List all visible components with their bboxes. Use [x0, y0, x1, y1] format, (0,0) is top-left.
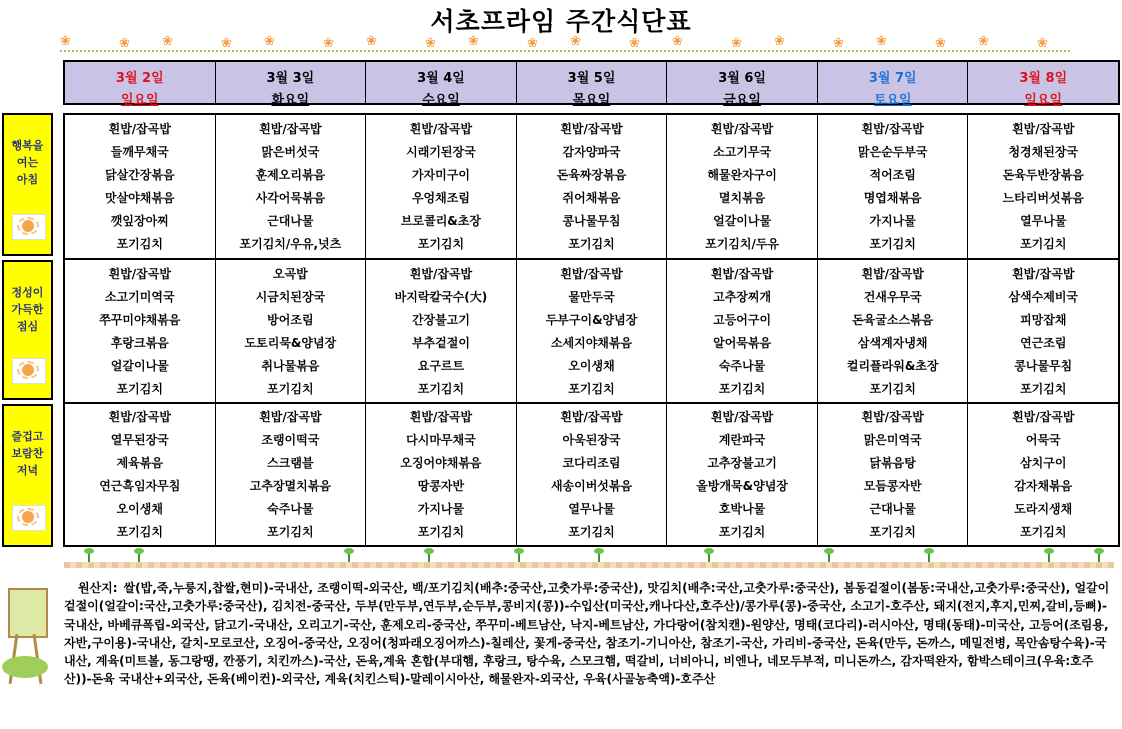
day-weekday: 화요일 — [271, 93, 310, 108]
flower-icon: ❀ — [833, 36, 844, 51]
menu-item: 우엉채조림 — [411, 191, 470, 206]
menu-item: 흰밥/잡곡밥 — [861, 266, 924, 281]
menu-cell — [366, 260, 517, 402]
menu-item: 포기김치 — [1020, 524, 1067, 539]
flower-icon: ❀ — [774, 34, 785, 49]
meal-label-line: 행복을 — [11, 139, 44, 152]
menu-item: 쥐어채볶음 — [562, 191, 621, 206]
menu-item: 얼갈이나물 — [110, 358, 169, 373]
menu-item: 삼색계자냉채 — [857, 335, 928, 350]
menu-cell — [366, 404, 517, 545]
menu-cell — [65, 115, 216, 258]
flower-icon: ❀ — [935, 36, 946, 51]
menu-item: 부추겉절이 — [411, 335, 470, 350]
menu-cell — [667, 404, 818, 545]
menu-item: 돈육짜장볶음 — [556, 167, 627, 182]
menu-item: 흰밥/잡곡밥 — [259, 410, 322, 425]
soil-strip — [64, 562, 1114, 568]
menu-item: 닭살간장볶음 — [105, 167, 175, 182]
sprout-icon — [924, 548, 934, 562]
menu-item: 오이생채 — [568, 358, 615, 373]
day-header — [818, 62, 969, 108]
meal-label — [2, 260, 53, 400]
menu-item: 방어조림 — [267, 312, 314, 327]
origin-info — [64, 579, 1114, 689]
flower-icon: ❀ — [162, 34, 173, 49]
menu-item: 흰밥/잡곡밥 — [409, 410, 473, 425]
menu-item: 시금치된장국 — [255, 289, 326, 304]
day-header — [366, 62, 517, 108]
flower-icon: ❀ — [60, 34, 71, 49]
menu-item: 알어묵볶음 — [713, 335, 772, 350]
flower-icon: ❀ — [264, 34, 275, 49]
menu-item: 제육볶음 — [116, 456, 163, 471]
menu-item: 사각어묵볶음 — [255, 191, 326, 206]
flower-icon: ❀ — [570, 34, 581, 49]
menu-cell — [818, 260, 969, 402]
menu-cell — [216, 260, 367, 402]
menu-item: 후랑크볶음 — [110, 335, 169, 350]
day-header — [667, 62, 818, 108]
day-header — [517, 62, 668, 108]
menu-item: 흰밥/잡곡밥 — [710, 121, 774, 136]
menu-item: 오이생채 — [116, 501, 163, 516]
menu-item: 두부구이&양념장 — [545, 312, 638, 327]
menu-item: 흰밥/잡곡밥 — [560, 121, 623, 136]
menu-item: 포기김치 — [869, 381, 916, 396]
day-date: 3월 8일 — [1019, 71, 1068, 86]
menu-item: 포기김치 — [1020, 237, 1067, 252]
menu-item: 맛살야채볶음 — [105, 191, 175, 206]
menu-item: 소세지야채볶음 — [550, 335, 633, 350]
menu-item: 맑은순두부국 — [857, 144, 928, 159]
menu-item: 포기김치 — [568, 237, 615, 252]
menu-item: 맑은버섯국 — [261, 144, 320, 159]
day-weekday: 일요일 — [1024, 93, 1063, 108]
menu-item: 다시마무채국 — [406, 433, 476, 448]
menu-item: 해물완자구이 — [707, 167, 777, 182]
menu-item: 컬리플라워&초장 — [846, 358, 939, 373]
menu-item: 시래기된장국 — [406, 144, 476, 159]
menu-item: 돈육굴소스볶음 — [852, 312, 934, 327]
day-date: 3월 5일 — [567, 71, 616, 86]
sprout-icon — [84, 548, 94, 562]
menu-item: 콩나물무침 — [562, 214, 621, 229]
sun-icon — [12, 505, 46, 531]
menu-item: 소고기미역국 — [105, 289, 175, 304]
flower-icon: ❀ — [672, 34, 683, 49]
menu-item: 흰밥/잡곡밥 — [560, 266, 623, 281]
flower-icon: ❀ — [1037, 36, 1048, 51]
flower-icon: ❀ — [323, 36, 334, 51]
meal-label-line: 즐겁고 — [11, 430, 44, 443]
menu-cell — [517, 115, 668, 258]
menu-item: 어묵국 — [1025, 433, 1061, 448]
menu-cell — [968, 404, 1118, 545]
day-date: 3월 6일 — [718, 71, 766, 86]
menu-item: 멸치볶음 — [718, 191, 766, 206]
menu-item: 연근흑임자무침 — [99, 478, 181, 493]
menu-item: 들깨무채국 — [110, 144, 169, 159]
menu-item: 피망잡채 — [1020, 312, 1067, 327]
menu-item: 포기김치 — [718, 381, 766, 396]
menu-cell — [517, 404, 668, 545]
menu-item: 고등어구이 — [713, 312, 772, 327]
menu-cell — [517, 260, 668, 402]
sprout-icon — [134, 548, 144, 562]
menu-item: 모듬콩자반 — [863, 478, 922, 493]
menu-item: 포기김치 — [116, 381, 163, 396]
menu-item: 포기김치 — [417, 237, 465, 252]
day-date: 3월 3일 — [266, 71, 315, 86]
meal-label-line: 가득한 — [11, 303, 44, 316]
sprout-icon — [514, 548, 524, 562]
menu-item: 흰밥/잡곡밥 — [409, 121, 473, 136]
menu-item: 아욱된장국 — [562, 433, 621, 448]
menu-item: 근대나물 — [267, 214, 314, 229]
day-weekday: 일요일 — [120, 93, 159, 108]
sprout-ground-decoration — [64, 548, 1114, 574]
day-weekday: 수요일 — [422, 93, 460, 108]
meal-label-line: 저녁 — [16, 464, 39, 477]
flower-icon: ❀ — [468, 34, 479, 49]
menu-item: 숙주나물 — [718, 358, 766, 373]
menu-item: 포기김치/우유,넛츠 — [239, 237, 342, 252]
menu-item: 포기김치 — [718, 524, 766, 539]
menu-item: 쭈꾸미야채볶음 — [99, 312, 181, 327]
menu-item: 흰밥/잡곡밥 — [108, 121, 171, 136]
menu-item: 숙주나물 — [267, 501, 314, 516]
menu-cell — [968, 115, 1118, 258]
menu-cell — [65, 260, 216, 402]
origin-label: 원산지: — [78, 581, 118, 595]
sprout-icon — [824, 548, 834, 562]
menu-item: 삼치구이 — [1020, 456, 1067, 471]
flower-icon: ❀ — [527, 36, 538, 51]
menu-item: 연근조림 — [1020, 335, 1067, 350]
menu-item: 오곡밥 — [272, 266, 308, 281]
meal-row — [65, 402, 1118, 545]
menu-item: 감자채볶음 — [1014, 478, 1073, 493]
flower-icon: ❀ — [629, 36, 640, 51]
menu-item: 포기김치 — [116, 524, 163, 539]
menu-item: 흰밥/잡곡밥 — [710, 410, 774, 425]
menu-cell — [216, 404, 367, 545]
meal-label-line: 아침 — [16, 173, 39, 186]
menu-item: 새송이버섯볶음 — [550, 478, 633, 493]
easel-icon — [2, 578, 50, 688]
menu-item: 포기김치 — [869, 524, 916, 539]
menu-item: 포기김치 — [417, 524, 465, 539]
sprout-icon — [704, 548, 714, 562]
menu-item: 취나물볶음 — [261, 358, 320, 373]
menu-item: 열무된장국 — [110, 433, 169, 448]
menu-item: 호박나물 — [718, 501, 766, 516]
meal-label — [2, 113, 53, 256]
menu-item: 고추장찌개 — [713, 289, 772, 304]
menu-item: 깻잎장아찌 — [110, 214, 169, 229]
flower-icon: ❀ — [876, 34, 887, 49]
flower-icon: ❀ — [119, 36, 130, 51]
menu-item: 흰밥/잡곡밥 — [108, 266, 171, 281]
meal-label — [2, 404, 53, 547]
sun-icon — [12, 214, 46, 240]
menu-item: 콩나물무침 — [1014, 358, 1073, 373]
menu-item: 흰밥/잡곡밥 — [108, 410, 171, 425]
day-weekday: 목요일 — [572, 93, 611, 108]
menu-item: 닭볶음탕 — [869, 456, 916, 471]
meal-row — [65, 258, 1118, 402]
menu-item: 흰밥/잡곡밥 — [1012, 266, 1075, 281]
vine-decoration — [60, 44, 1070, 52]
meal-label-line: 보람찬 — [11, 447, 44, 460]
menu-item: 땅콩자반 — [417, 478, 465, 493]
menu-item: 포기김치 — [568, 524, 615, 539]
menu-item: 흰밥/잡곡밥 — [1012, 410, 1075, 425]
menu-item: 가자미구이 — [411, 167, 470, 182]
menu-item: 흰밥/잡곡밥 — [861, 121, 924, 136]
menu-cell — [366, 115, 517, 258]
flower-icon: ❀ — [366, 34, 377, 49]
menu-item: 브로콜리&초장 — [400, 214, 481, 229]
menu-item: 포기김치 — [1020, 381, 1067, 396]
day-header-row — [63, 60, 1120, 108]
day-date: 3월 2일 — [115, 71, 164, 86]
menu-item: 흰밥/잡곡밥 — [710, 266, 774, 281]
menu-item: 흰밥/잡곡밥 — [409, 266, 473, 281]
menu-item: 맑은미역국 — [863, 433, 922, 448]
menu-item: 열무나물 — [568, 501, 615, 516]
menu-item: 스크램블 — [267, 456, 314, 471]
menu-item: 물만두국 — [568, 289, 615, 304]
menu-item: 포기김치 — [869, 237, 916, 252]
origin-text: 쌀(밥,죽,누룽지,찹쌀,현미)-국내산, 조랭이떡-외국산, 백/포기김치(배추:중국산,고춧가루:중국산), 맛김치(배추:국산,고춧가루:중국산), 봄동겉절이(봄동:국내산,고춧가루:중국산), 얼갈이겉절이(얼갈이:국산,고춧가루:중국산), 김치전-중국산, 두부(만두부,연두부,순두부,콩비지(콩))-수입산(미국산,캐나다산,호주산)/콩가루(콩)-중국산, 소고기-호주산, 돼지(전지,후지,민찌,갈비,등뼈)-국내산, 바베큐폭립-외국산, 닭고기-국내산, 오리고기-국산, 훈제오리-중국산, 쭈꾸미-베트남산, 낙지-베트남산, 가다랑어(참치캔)-원양산, 명태(코다리)-러시아산, 명태(동태)-미국산, 고등어(조림용,자반,구이용)-국내산, 갈치-모로코산, 오징어-중국산, 오징어(청파래오징어까스)-칠레산, 꽃게-중국산, 참조기-기니아산, 참조기-국산, 가리비-중국산, 돈육(만두, 돈까스, 메밀전병, 목안솜탕수육)-국내산, 계육(미트볼, 동그랑땡, 깐풍기, 치킨까스)-국산, 돈육,계육 혼합(부대햄, 후랑크, 탕수육, 스모크햄, 떡갈비, 너비아니, 비엔나, 네모두부적, 미니돈까스, 감자떡완자, 함박스테이크(우육:호주산))-돈육 국내산+외국산, 돈육(베이컨)-외국산, 계육(치킨스틱)-말레이시아산, 해물완자-외국산, 우육(사골농축액)-호주산 — [64, 581, 1110, 687]
menu-item: 흰밥/잡곡밥 — [861, 410, 924, 425]
menu-item: 고추장멸치볶음 — [249, 478, 331, 493]
menu-item: 가지나물 — [417, 501, 465, 516]
menu-item: 코다리조림 — [562, 456, 621, 471]
menu-item: 조랭이떡국 — [261, 433, 320, 448]
menu-item: 열무나물 — [1020, 214, 1067, 229]
sprout-icon — [1094, 548, 1104, 562]
menu-item: 도토리묵&양념장 — [244, 335, 337, 350]
menu-item: 소고기무국 — [713, 144, 772, 159]
menu-item: 청경채된장국 — [1008, 144, 1079, 159]
menu-item: 오징어야채볶음 — [400, 456, 482, 471]
flower-icon: ❀ — [221, 36, 232, 51]
menu-item: 포기김치 — [267, 381, 314, 396]
menu-grid — [63, 113, 1120, 547]
sun-icon — [12, 358, 46, 384]
menu-cell — [667, 260, 818, 402]
meal-label-line: 정성이 — [11, 286, 44, 299]
flower-icon: ❀ — [731, 36, 742, 51]
flower-icon: ❀ — [978, 34, 989, 49]
menu-item: 돈육두반장볶음 — [1002, 167, 1084, 182]
menu-item: 삼색수제비국 — [1008, 289, 1079, 304]
menu-cell — [216, 115, 367, 258]
menu-item: 올방개묵&양념장 — [696, 478, 788, 493]
day-header — [65, 62, 216, 108]
menu-cell — [65, 404, 216, 545]
menu-item: 요구르트 — [417, 358, 465, 373]
day-weekday: 토요일 — [873, 93, 912, 108]
menu-item: 도라지생채 — [1014, 501, 1073, 516]
menu-item: 포기김치 — [116, 237, 163, 252]
menu-item: 건새우무국 — [863, 289, 922, 304]
menu-item: 흰밥/잡곡밥 — [560, 410, 623, 425]
sprout-icon — [594, 548, 604, 562]
menu-item: 계란파국 — [718, 433, 766, 448]
menu-item: 얼갈이나물 — [713, 214, 772, 229]
menu-cell — [818, 404, 969, 545]
menu-item: 가지나물 — [869, 214, 916, 229]
meal-label-line: 여는 — [16, 156, 39, 169]
day-header — [968, 62, 1118, 108]
flower-icon: ❀ — [425, 36, 436, 51]
menu-item: 바지락칼국수(大) — [394, 289, 488, 304]
menu-item: 근대나물 — [869, 501, 916, 516]
menu-item: 느타리버섯볶음 — [1002, 191, 1084, 206]
menu-item: 흰밥/잡곡밥 — [1012, 121, 1075, 136]
day-header — [216, 62, 367, 108]
menu-item: 훈제오리볶음 — [255, 167, 326, 182]
menu-item: 간장불고기 — [411, 312, 470, 327]
meal-row — [65, 115, 1118, 258]
menu-item: 포기김치 — [267, 524, 314, 539]
menu-item: 적어조림 — [869, 167, 916, 182]
sprout-icon — [424, 548, 434, 562]
day-weekday: 금요일 — [723, 93, 761, 108]
menu-cell — [968, 260, 1118, 402]
menu-item: 포기김치/두유 — [705, 237, 780, 252]
menu-item: 감자양파국 — [562, 144, 621, 159]
day-date: 3월 7일 — [868, 71, 917, 86]
menu-cell — [818, 115, 969, 258]
meal-label-line: 점심 — [16, 320, 39, 333]
menu-item: 흰밥/잡곡밥 — [259, 121, 322, 136]
page-title: 서초프라임 주간식단표 — [430, 7, 692, 36]
sprout-icon — [1044, 548, 1054, 562]
menu-item: 명엽채볶음 — [863, 191, 922, 206]
menu-item: 고추장불고기 — [707, 456, 777, 471]
menu-item: 포기김치 — [417, 381, 465, 396]
day-date: 3월 4일 — [417, 71, 465, 86]
sprout-icon — [344, 548, 354, 562]
menu-cell — [667, 115, 818, 258]
menu-item: 포기김치 — [568, 381, 615, 396]
